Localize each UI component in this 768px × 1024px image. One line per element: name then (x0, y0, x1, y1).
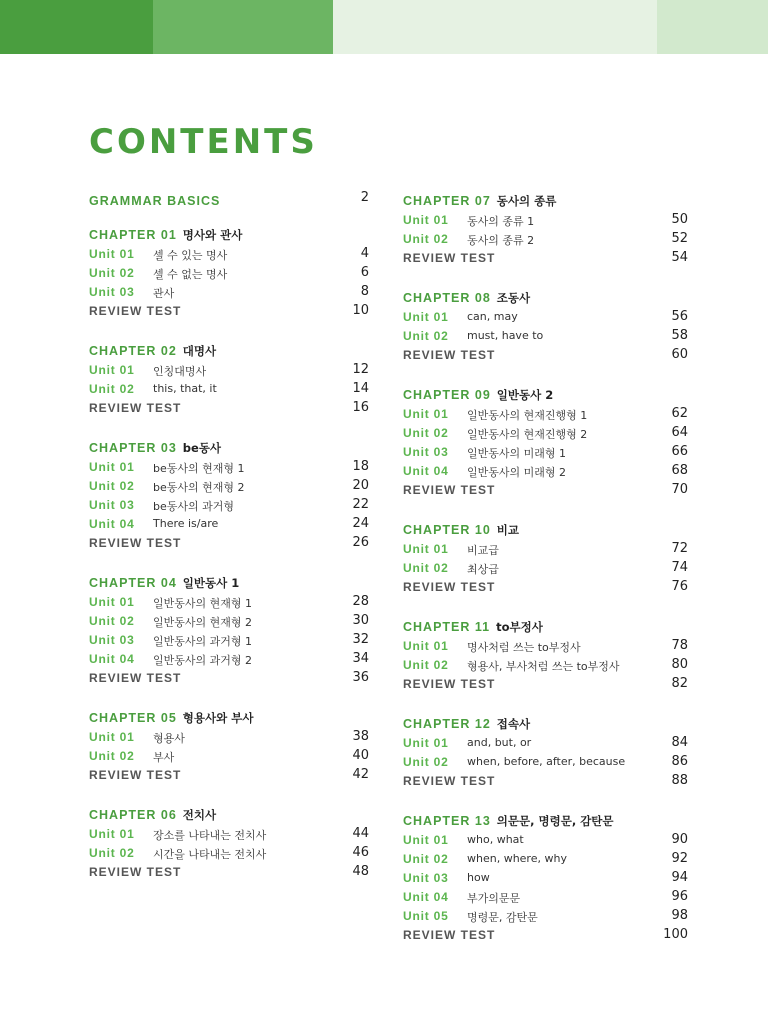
chapter-label: CHAPTER 02 (89, 344, 177, 358)
page-number: 98 (671, 908, 688, 923)
unit-row[interactable] (403, 328, 688, 347)
review-test-row[interactable] (403, 250, 688, 269)
chapter-label: CHAPTER 09 (403, 388, 491, 402)
unit-row[interactable] (89, 748, 369, 767)
unit-row[interactable] (403, 560, 688, 579)
unit-title: be동사의 현재형 2 (153, 481, 245, 494)
page-number: 14 (352, 381, 369, 396)
unit-title: be동사의 과거형 (153, 500, 235, 513)
chapter-heading[interactable] (403, 810, 688, 832)
unit-label: Unit 01 (403, 639, 449, 653)
review-test-row[interactable] (89, 535, 369, 554)
review-test-label: REVIEW TEST (89, 671, 182, 685)
page-number: 20 (352, 478, 369, 493)
unit-label: Unit 02 (89, 382, 135, 396)
review-test-label: REVIEW TEST (403, 483, 496, 497)
unit-row[interactable] (403, 657, 688, 676)
unit-row[interactable] (89, 651, 369, 670)
unit-title: 일반동사의 현재형 1 (153, 597, 252, 610)
page-number: 78 (671, 638, 688, 653)
chapter-title: 전치사 (182, 808, 217, 822)
unit-title: who, what (467, 833, 524, 846)
chapter-heading[interactable] (89, 804, 369, 826)
unit-row[interactable] (403, 851, 688, 870)
unit-label: Unit 04 (403, 890, 449, 904)
unit-title: 부가의문문 (467, 892, 521, 905)
chapter-label: CHAPTER 10 (403, 523, 491, 537)
unit-label: Unit 02 (403, 232, 449, 246)
page-title: CONTENTS (89, 122, 318, 162)
unit-label: Unit 02 (403, 658, 449, 672)
page-number: 22 (352, 497, 369, 512)
page-number: 96 (671, 889, 688, 904)
chapter-title: 접속사 (496, 717, 531, 731)
left-chapter-list (89, 224, 369, 883)
chapter-heading[interactable] (403, 384, 688, 406)
page-number: 100 (663, 927, 688, 942)
unit-label: Unit 01 (89, 363, 135, 377)
unit-row[interactable] (89, 613, 369, 632)
page-number: 50 (671, 212, 688, 227)
unit-title: 인칭대명사 (153, 365, 207, 378)
chapter-title: 형용사와 부사 (182, 711, 254, 725)
chapter-title: 일반동사 2 (496, 388, 554, 402)
unit-title: must, have to (467, 329, 544, 342)
unit-label: Unit 03 (89, 633, 135, 647)
unit-row[interactable] (403, 735, 688, 754)
unit-title: There is/are (153, 517, 219, 530)
unit-row[interactable] (89, 362, 369, 381)
unit-row[interactable] (403, 832, 688, 851)
page-number: 46 (352, 845, 369, 860)
chapter-section (403, 616, 688, 695)
unit-label: Unit 02 (403, 426, 449, 440)
page-number: 56 (671, 309, 688, 324)
chapter-label: CHAPTER 08 (403, 291, 491, 305)
page-number: 58 (671, 328, 688, 343)
page-number: 6 (360, 265, 369, 280)
chapter-label: CHAPTER 06 (89, 808, 177, 822)
header-decoration-strip (0, 0, 768, 54)
unit-title: 동사의 종류 1 (467, 215, 535, 228)
chapter-title: 의문문, 명령문, 감탄문 (496, 814, 614, 828)
page-number: 38 (352, 729, 369, 744)
unit-row[interactable] (403, 463, 688, 482)
chapter-title: 동사의 종류 (496, 194, 557, 208)
grammar-basics-row[interactable] (89, 190, 369, 209)
review-test-row[interactable] (89, 303, 369, 322)
unit-title: 비교급 (467, 544, 499, 557)
unit-label: Unit 01 (403, 213, 449, 227)
strip-dark-segment (0, 0, 153, 54)
review-test-row[interactable] (89, 864, 369, 883)
page-number: 10 (352, 303, 369, 318)
unit-label: Unit 02 (403, 329, 449, 343)
unit-row[interactable] (403, 908, 688, 927)
chapter-section (89, 804, 369, 883)
unit-title: 형용사 (153, 732, 185, 745)
unit-row[interactable] (89, 284, 369, 303)
page-number: 82 (671, 676, 688, 691)
unit-title: 최상급 (467, 563, 499, 576)
unit-row[interactable] (403, 444, 688, 463)
page-number: 26 (352, 535, 369, 550)
unit-label: Unit 02 (89, 749, 135, 763)
unit-title: 일반동사의 과거형 2 (153, 654, 252, 667)
strip-pale-segment (657, 0, 768, 54)
unit-title: 일반동사의 현재진행형 1 (467, 409, 588, 422)
unit-label: Unit 01 (403, 833, 449, 847)
chapter-heading[interactable] (403, 287, 688, 309)
unit-row[interactable] (403, 638, 688, 657)
unit-label: Unit 03 (89, 498, 135, 512)
chapter-section (403, 519, 688, 598)
review-test-row[interactable] (89, 670, 369, 689)
unit-label: Unit 01 (89, 595, 135, 609)
unit-title: 일반동사의 현재진행형 2 (467, 428, 588, 441)
unit-title: 형용사, 부사처럼 쓰는 to부정사 (467, 660, 620, 673)
unit-row[interactable] (89, 594, 369, 613)
review-test-label: REVIEW TEST (403, 774, 496, 788)
page-number: 90 (671, 832, 688, 847)
page-number: 66 (671, 444, 688, 459)
page-number: 48 (352, 864, 369, 879)
unit-label: Unit 01 (89, 247, 135, 261)
review-test-label: REVIEW TEST (403, 928, 496, 942)
unit-row[interactable] (89, 729, 369, 748)
page-number: 16 (352, 400, 369, 415)
page-number: 84 (671, 735, 688, 750)
unit-label: Unit 04 (89, 652, 135, 666)
chapter-section (89, 340, 369, 419)
unit-title: when, before, after, because (467, 755, 626, 768)
toc-left-column (89, 190, 369, 883)
page-number: 60 (671, 347, 688, 362)
unit-row[interactable] (403, 309, 688, 328)
page-number: 40 (352, 748, 369, 763)
review-test-row[interactable] (403, 927, 688, 946)
unit-title: 셀 수 없는 명사 (153, 268, 228, 281)
chapter-title: to부정사 (496, 620, 543, 634)
right-chapter-list (403, 190, 688, 946)
review-test-row[interactable] (403, 773, 688, 792)
unit-row[interactable] (89, 845, 369, 864)
chapter-section (403, 287, 688, 366)
toc-right-column (403, 190, 688, 946)
unit-label: Unit 03 (89, 285, 135, 299)
unit-row[interactable] (89, 632, 369, 651)
grammar-basics-label: GRAMMAR BASICS (89, 194, 221, 208)
unit-row[interactable] (89, 265, 369, 284)
page-number: 88 (671, 773, 688, 788)
unit-label: Unit 01 (89, 730, 135, 744)
unit-label: Unit 02 (403, 561, 449, 575)
unit-row[interactable] (403, 212, 688, 231)
unit-title: 동사의 종류 2 (467, 234, 535, 247)
page-number: 24 (352, 516, 369, 531)
unit-label: Unit 02 (89, 846, 135, 860)
chapter-heading[interactable] (89, 224, 369, 246)
unit-title: 셀 수 있는 명사 (153, 249, 228, 262)
review-test-label: REVIEW TEST (403, 348, 496, 362)
page-number: 54 (671, 250, 688, 265)
review-test-row[interactable] (89, 767, 369, 786)
review-test-row[interactable] (403, 347, 688, 366)
chapter-title: 조동사 (496, 291, 531, 305)
review-test-row[interactable] (89, 400, 369, 419)
unit-label: Unit 02 (89, 479, 135, 493)
chapter-section (403, 713, 688, 792)
unit-title: 명사처럼 쓰는 to부정사 (467, 641, 581, 654)
chapter-section (403, 190, 688, 269)
unit-label: Unit 01 (403, 407, 449, 421)
chapter-label: CHAPTER 12 (403, 717, 491, 731)
review-test-row[interactable] (403, 676, 688, 695)
page-number: 76 (671, 579, 688, 594)
chapter-section (89, 437, 369, 554)
review-test-row[interactable] (403, 482, 688, 501)
chapter-heading[interactable] (403, 519, 688, 541)
unit-label: Unit 01 (89, 827, 135, 841)
unit-label: Unit 03 (403, 871, 449, 885)
chapter-title: 대명사 (182, 344, 217, 358)
unit-row[interactable] (403, 425, 688, 444)
page-number: 8 (360, 284, 369, 299)
page-number: 94 (671, 870, 688, 885)
page-number: 72 (671, 541, 688, 556)
chapter-section (403, 810, 688, 946)
unit-label: Unit 01 (403, 310, 449, 324)
unit-row[interactable] (89, 497, 369, 516)
unit-label: Unit 05 (403, 909, 449, 923)
page-number: 52 (671, 231, 688, 246)
page-number: 28 (352, 594, 369, 609)
unit-row[interactable] (89, 381, 369, 400)
chapter-label: CHAPTER 13 (403, 814, 491, 828)
chapter-section (89, 707, 369, 786)
unit-title: 명령문, 감탄문 (467, 911, 538, 924)
strip-mid-segment (153, 0, 333, 54)
page-number: 4 (360, 246, 369, 261)
unit-label: Unit 04 (89, 517, 135, 531)
unit-title: can, may (467, 310, 518, 323)
chapter-heading[interactable] (403, 190, 688, 212)
unit-label: Unit 01 (403, 542, 449, 556)
unit-row[interactable] (89, 478, 369, 497)
chapter-label: CHAPTER 11 (403, 620, 491, 634)
page-number: 36 (352, 670, 369, 685)
unit-label: Unit 04 (403, 464, 449, 478)
review-test-label: REVIEW TEST (403, 677, 496, 691)
unit-row[interactable] (89, 826, 369, 845)
chapter-label: CHAPTER 01 (89, 228, 177, 242)
chapter-title: be동사 (182, 441, 222, 455)
chapter-heading[interactable] (403, 713, 688, 735)
review-test-label: REVIEW TEST (89, 401, 182, 415)
review-test-row[interactable] (403, 579, 688, 598)
unit-row[interactable] (89, 459, 369, 478)
unit-row[interactable] (403, 231, 688, 250)
unit-title: be동사의 현재형 1 (153, 462, 245, 475)
chapter-section (89, 224, 369, 322)
strip-light-segment (333, 0, 657, 54)
chapter-heading[interactable] (403, 616, 688, 638)
page-number: 34 (352, 651, 369, 666)
chapter-title: 명사와 관사 (182, 228, 243, 242)
unit-label: Unit 02 (403, 852, 449, 866)
unit-row[interactable] (403, 870, 688, 889)
page-number: 70 (671, 482, 688, 497)
unit-title: this, that, it (153, 382, 217, 395)
chapter-heading[interactable] (89, 572, 369, 594)
page-number: 44 (352, 826, 369, 841)
unit-title: 일반동사의 현재형 2 (153, 616, 252, 629)
review-test-label: REVIEW TEST (89, 768, 182, 782)
page-number: 62 (671, 406, 688, 421)
page-number: 68 (671, 463, 688, 478)
unit-row[interactable] (89, 246, 369, 265)
chapter-label: CHAPTER 07 (403, 194, 491, 208)
page-number: 92 (671, 851, 688, 866)
unit-title: and, but, or (467, 736, 532, 749)
unit-title: when, where, why (467, 852, 567, 865)
unit-label: Unit 02 (89, 614, 135, 628)
review-test-label: REVIEW TEST (89, 865, 182, 879)
chapter-label: CHAPTER 05 (89, 711, 177, 725)
review-test-label: REVIEW TEST (403, 580, 496, 594)
unit-label: Unit 01 (89, 460, 135, 474)
unit-row[interactable] (89, 516, 369, 535)
unit-title: 일반동사의 과거형 1 (153, 635, 252, 648)
page-number: 18 (352, 459, 369, 474)
page-number: 74 (671, 560, 688, 575)
page-number: 12 (352, 362, 369, 377)
unit-title: 부사 (153, 751, 175, 764)
unit-title: 장소를 나타내는 전치사 (153, 829, 267, 842)
unit-title: how (467, 871, 490, 884)
page-number: 2 (360, 190, 369, 205)
chapter-section (403, 384, 688, 501)
page-number: 86 (671, 754, 688, 769)
unit-label: Unit 01 (403, 736, 449, 750)
chapter-title: 비교 (496, 523, 520, 537)
unit-title: 관사 (153, 287, 175, 300)
unit-title: 시간을 나타내는 전치사 (153, 848, 267, 861)
unit-label: Unit 02 (403, 755, 449, 769)
chapter-title: 일반동사 1 (182, 576, 240, 590)
page-number: 32 (352, 632, 369, 647)
page-number: 42 (352, 767, 369, 782)
unit-row[interactable] (403, 406, 688, 425)
chapter-section (89, 572, 369, 689)
unit-title: 일반동사의 미래형 2 (467, 466, 566, 479)
chapter-label: CHAPTER 03 (89, 441, 177, 455)
unit-row[interactable] (403, 541, 688, 560)
unit-row[interactable] (403, 889, 688, 908)
unit-row[interactable] (403, 754, 688, 773)
page-number: 80 (671, 657, 688, 672)
review-test-label: REVIEW TEST (403, 251, 496, 265)
chapter-heading[interactable] (89, 707, 369, 729)
chapter-label: CHAPTER 04 (89, 576, 177, 590)
page-number: 64 (671, 425, 688, 440)
unit-label: Unit 02 (89, 266, 135, 280)
chapter-heading[interactable] (89, 340, 369, 362)
review-test-label: REVIEW TEST (89, 304, 182, 318)
page-number: 30 (352, 613, 369, 628)
unit-title: 일반동사의 미래형 1 (467, 447, 566, 460)
review-test-label: REVIEW TEST (89, 536, 182, 550)
unit-label: Unit 03 (403, 445, 449, 459)
chapter-heading[interactable] (89, 437, 369, 459)
